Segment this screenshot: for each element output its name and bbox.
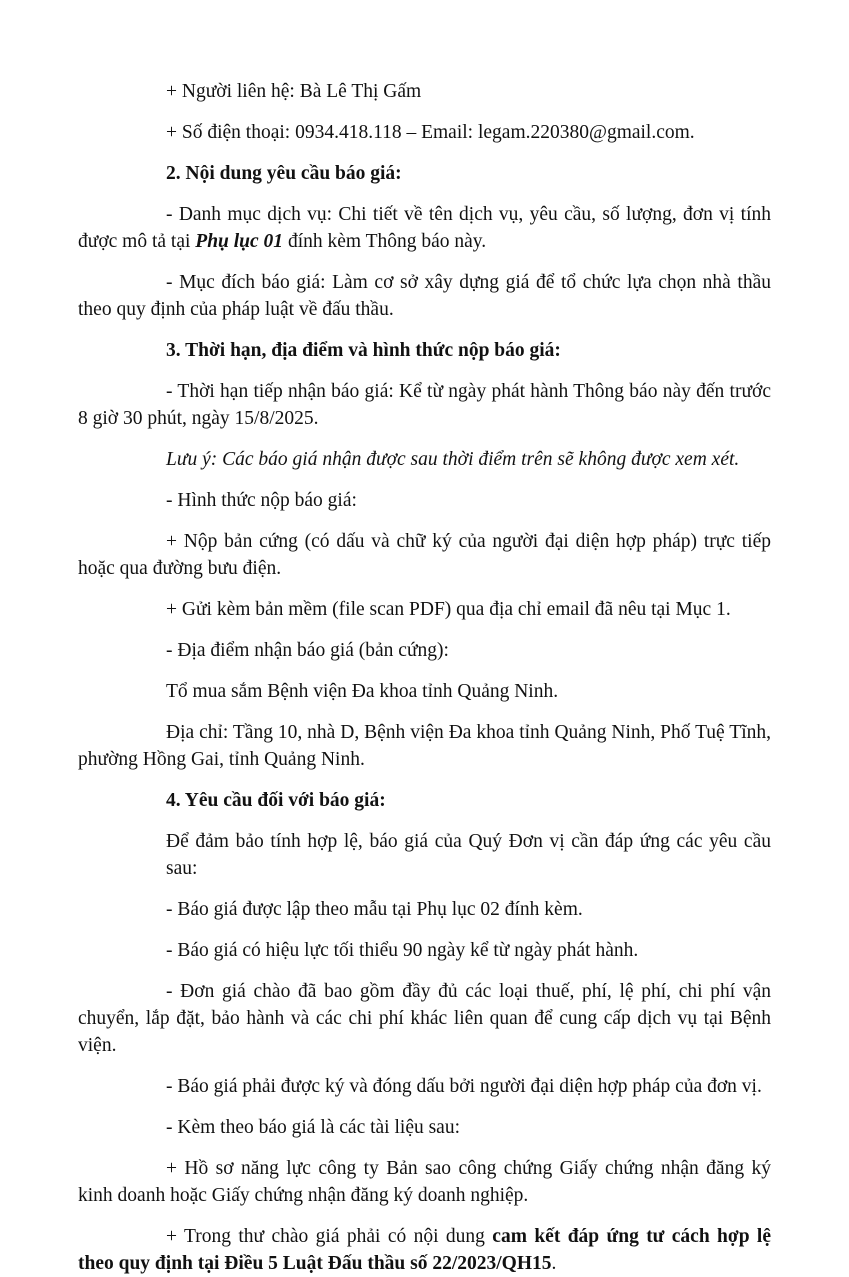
commitment-text-c: .: [551, 1253, 557, 1274]
requirement-validity: - Báo giá có hiệu lực tối thiểu 90 ngày kể từ ngày phát hành.: [166, 940, 639, 961]
appendix-01-reference: Phụ lục 01: [195, 231, 284, 252]
section-3-heading: 3. Thời hạn, địa điểm và hình thức nộp báo giá:: [166, 340, 561, 361]
contact-phone-email: + Số điện thoại: 0934.418.118 – Email: legam.220380@gmail.com.: [166, 122, 695, 143]
document-commitment: [78, 1223, 771, 1277]
requirement-template: - Báo giá được lập theo mẫu tại Phụ lục 02 đính kèm.: [166, 899, 583, 920]
commitment-text-a: + Trong thư chào giá phải có nội dung: [166, 1226, 493, 1247]
requirement-documents: - Kèm theo báo giá là các tài liệu sau:: [166, 1117, 461, 1138]
method-soft-copy: + Gửi kèm bản mềm (file scan PDF) qua địa chỉ email đã nêu tại Mục 1.: [166, 599, 731, 620]
requirement-price: - Đơn giá chào đã bao gồm đầy đủ các loại thuế, phí, lệ phí, chi phí vận chuyển, lắp đặt, bảo hành và các chi phí khác liên quan để cung cấp dịch vụ tại Bệnh viện.: [78, 981, 771, 1056]
document-company-profile: + Hồ sơ năng lực công ty Bản sao công chứng Giấy chứng nhận đăng ký kinh doanh hoặc Giấy chứng nhận đăng ký doanh nghiệp.: [78, 1158, 771, 1206]
method-hard-copy: + Nộp bản cứng (có dấu và chữ ký của người đại diện hợp pháp) trực tiếp hoặc qua đường bưu điện.: [78, 531, 771, 579]
section-4-heading: 4. Yêu cầu đối với báo giá:: [166, 790, 386, 811]
requirement-signature: - Báo giá phải được ký và đóng dấu bởi người đại diện hợp pháp của đơn vị.: [166, 1076, 762, 1097]
deadline-paragraph: - Thời hạn tiếp nhận báo giá: Kể từ ngày phát hành Thông báo này đến trước 8 giờ 30 phút, ngày 15/8/2025.: [78, 381, 771, 429]
commitment-bold: cam kết đáp ứng tư cách hợp lệ theo quy định tại Điều 5 Luật Đấu thầu số 22/2023/QH15: [78, 1226, 771, 1274]
location-label: - Địa điểm nhận báo giá (bản cứng):: [166, 640, 449, 661]
section-2-heading: 2. Nội dung yêu cầu báo giá:: [166, 163, 402, 184]
location-organization: Tổ mua sắm Bệnh viện Đa khoa tỉnh Quảng Ninh.: [166, 681, 559, 702]
location-address: Địa chỉ: Tầng 10, nhà D, Bệnh viện Đa khoa tỉnh Quảng Ninh, Phố Tuệ Tĩnh, phường Hồng Gai, tỉnh Quảng Ninh.: [78, 722, 771, 770]
note-paragraph: Lưu ý: Các báo giá nhận được sau thời điểm trên sẽ không được xem xét.: [166, 449, 740, 470]
contact-person: + Người liên hệ: Bà Lê Thị Gấm: [166, 81, 422, 102]
service-list-text-a: - Danh mục dịch vụ: Chi tiết về tên dịch vụ, yêu cầu, số lượng, đơn vị tính được mô tả tại: [78, 204, 771, 252]
service-list-text-b: đính kèm Thông báo này.: [283, 231, 487, 252]
requirements-intro: Để đảm bảo tính hợp lệ, báo giá của Quý Đơn vị cần đáp ứng các yêu cầu sau:: [166, 831, 771, 879]
purpose-paragraph: - Mục đích báo giá: Làm cơ sở xây dựng giá để tổ chức lựa chọn nhà thầu theo quy định của pháp luật về đấu thầu.: [78, 272, 771, 320]
method-paragraph: - Hình thức nộp báo giá:: [166, 490, 357, 511]
service-list-paragraph: [78, 201, 771, 255]
